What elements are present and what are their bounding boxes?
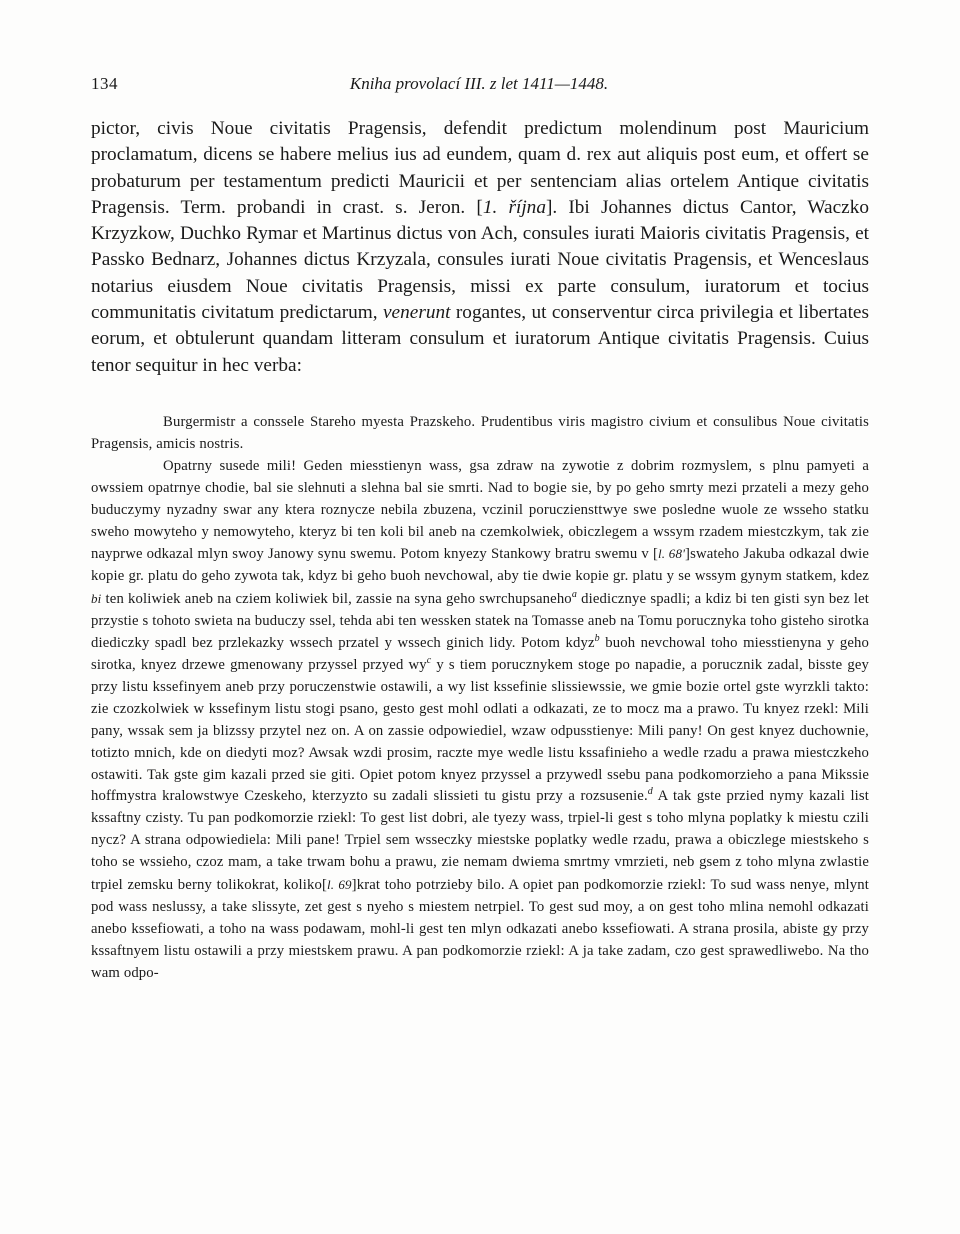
page-number: 134 <box>91 74 118 93</box>
editor-date-note: 1. října <box>482 196 546 218</box>
footnote-mark-a: a <box>571 589 577 601</box>
letter-body-part-1: Opatrny susede mili! Geden miesstienyn wass, gsa zdraw na zywotie z dobrim rozmyslem, s plnu pamyeti a owssiem opatrnye chodie, bal sie slehnuti a slehna bal sie smrti. Nad to bogie sie, by po geho smrty mezi przateli a mezy geho buduczymy nyzadny swar any ktera roznycze nebila zbuzena, vczinil porucziensttwye swe posledne wuole ze wsseho statku sweho mowyteho y nemowyteho, kteryz bi ten koli bil aneb na czemkolwiek, obiczlegem a wssym rzadem miestczkym, tak zie nayprwe odkazal mlyn swoy Janowy synu swemu. Potom knyezy Stankowy bratru swemu v [ <box>91 457 869 563</box>
letter-body-part-4: diedicznye spadli; a kdiz bi ten gisti syn bez let przystie s tohoto swieta na buduczy ssel, tehda abi ten wessken statek na Tomasse aneb na Tomu porucznyka toho gisteho sirotka diediczky spadl bez przlekazky wssech przatel y wssech ginich lidy. Potom kdyz <box>91 591 870 652</box>
letter-address: Burgermistr a conssele Stareho myesta Prazskeho. Prudentibus viris magistro civium et consulibus Noue civitatis Pragensis, amicis nostris. <box>91 414 869 452</box>
letter-body-part-2: ]swateho Jakuba odkazal dwie kopie gr. platu do geho zywota tak, kdyz bi geho buoh nevchowal, aby tie dwie kopie gr. platu y se wssym gynym statkem, kdez <box>91 546 869 585</box>
main-text-part-1: pictor, civis Noue civitatis Pragensis, defendit predictum molendinum post Mauricium proclamatum, dicens se habere melius ius ad eundem, quam d. rex aut aliquis post eum, et offert se probaturum per testamentum predicti Mauricii et per sentenciam alias ortelem Antique civitatis Pragensis. Term. probandi in crast. s. Jeron. [ <box>91 118 869 218</box>
footnote-mark-b: b <box>594 633 600 645</box>
page-header <box>91 74 867 100</box>
italic-word-bi: bi <box>91 591 102 607</box>
folio-marker-68: l. 68' <box>658 546 686 562</box>
letter-body-part-3: ten koliwiek aneb na cziem koliwiek bil, zassie na syna geho swrchupsaneho <box>105 591 572 608</box>
main-text-part-2: ]. Ibi Johannes dictus Cantor, Waczko Krzyzkow, Duchko Rymar et Martinus dictus von Ach, consules iurati Maioris civitatis Pragensis, et Passko Bednarz, Johannes dictus Krzyzala, consules iurati Noue civitatis Pragensis, et Wenceslaus notarius eiusdem Noue civitatis Pragensis, missi ex parte consulum, iuratorum et tocius communitatis civitatum predictarum, <box>91 196 869 324</box>
emphasized-verb: venerunt <box>383 302 451 324</box>
letter-body-part-8: ]krat toho potrzieby bilo. A opiet pan podkomorzie rziekl: To sud wass nenye, mlynt pod wass neslussy, a take slissyte, zet gest s nyeho s miestem netrpiel. To gest sud moy, a on gest toho mlina nemohl odkazati anebo kssefiowati, a toho na wass podawam, mohl-li gest ten mlyn odkazati anebo kssefiowati. A strana prosila, abiste gy przy kssaftnyem listu ostawili a przy miestskem prawu. A pan podkomorzie rziekl: A ja take zadam, czo gest sprawedliwebo. Na tho wam odpo- <box>91 877 869 981</box>
letter-body <box>91 456 869 985</box>
letter-body-part-7: A tak gste przied nymy kazali list kssaftny czisty. Tu pan podkomorzie rziekl: To gest list dobri, ale tyezy wass, trpiel-li gest s toho mlyna poplatky k miestu czili nycz? A strana odpowiediela: Mili pane! Trpiel sem wsseczky miestske poplatky wedle rzadu, prawa a obiczlege miestskeho s toho se wssieho, czoz mam, a take trwam bohu a prawu, zie nemam dwiema smrtmy vmrzieti, neb gsem z toho mlyna zwlastie trpiel zemsku berny tolikokrat, koliko[ <box>91 788 870 894</box>
letter-body-part-6: y s tiem porucznykem stoge po napadie, a porucznik zadal, bisste gey przy listu kssefinyem aneb przy poruczenstwie ostawili, a wy list kssefinie slissiewssie, we gmie bozie ortel gste wyrzkli takto: zie czozkolwiek w kssefinym listu stogi psano, gesto gest mohl odlati a odkazati, ze to mocz ma a prawo. Tu knyez rzekl: Mili pany, wssak sem ja blizssy przytel nez on. A on zassie odpowiediel, wzaw odpusstienye: Mili pany! On gest knyez duchownie, totizto mnich, kde on diedyti moz? Awsak wzdi prosim, raczte mye wedle listu kssafinieho a wedle rzadu a prawa miestczkeho ostawiti. Tak gste gim kazali przed sie giti. Opiet potom knyez przyssel a przywedl ssebu pana podkomorzieho a pana Mikssie hoffmystra kralowstwye Czeskeho, kterzyzto su zadali slissieti tu gistu przy a rozsusenie. <box>91 656 869 805</box>
quoted-letter <box>91 412 869 985</box>
footnote-mark-d: d <box>647 786 653 798</box>
main-paragraph <box>91 116 869 379</box>
letter-body-part-5: buoh nevchowal toho miesstienyna y geho sirotka, knyez drzewe gmenowany przyssel przyed wy <box>91 635 869 673</box>
footnote-mark-c: c <box>426 655 432 667</box>
folio-marker-69: l. 69 <box>327 877 352 893</box>
main-text-part-3: rogantes, ut conserventur circa privilegia et libertates eorum, et obtulerunt quandam litteram consulum et iuratorum Antique civitatis Pragensis. Cuius tenor sequitur in hec verba: <box>91 302 869 376</box>
running-title: Kniha provolací III. z let 1411—1448. <box>349 74 609 93</box>
